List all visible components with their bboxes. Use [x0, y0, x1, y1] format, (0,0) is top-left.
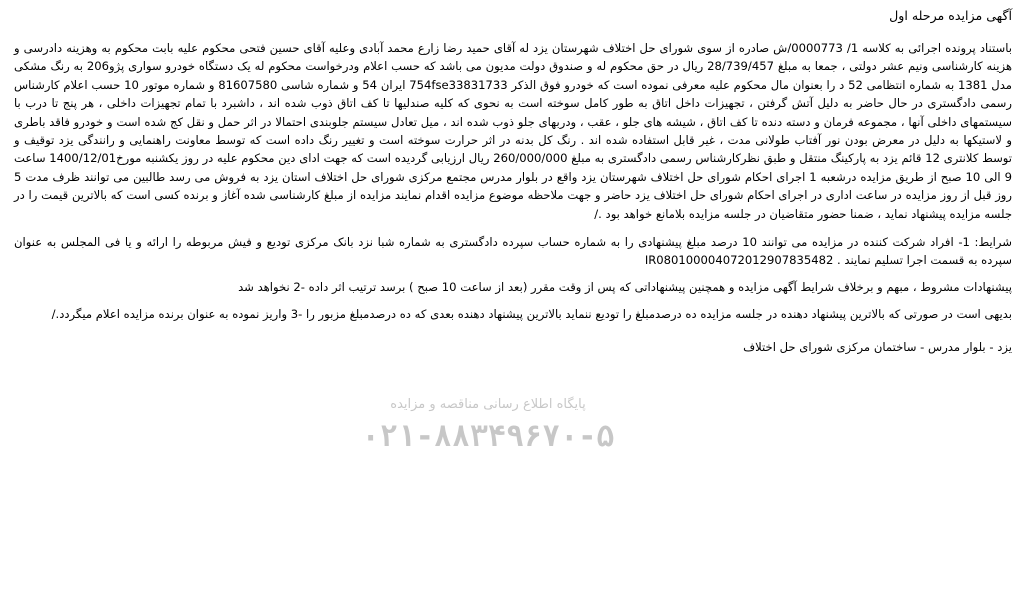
auction-notice-document	[14, 6, 1012, 356]
watermark-phone: ۰۲۱-۸۸۳۴۹۶۷۰-۵	[361, 419, 615, 454]
condition-1-iban: IR080100004072012907835482	[644, 253, 834, 268]
notice-title: آگهی مزایده مرحله اول	[889, 8, 1012, 23]
notice-footer-address: یزد - بلوار مدرس - ساختمان مرکزی شورای حل اختلاف	[743, 339, 1012, 354]
condition-2: پیشنهادات مشروط ، مبهم و برخلاف شرایط آگهی مزایده و همچنین پیشنهاداتی که پس از وقت مقرر (بعد از ساعت 10 صبح ) برسد ترتیب اثر داده -2 نخواهد شد	[238, 279, 1012, 294]
watermark-site-name: پایگاه اطلاع رسانی مناقصه و مزایده	[390, 397, 586, 412]
condition-1	[14, 233, 1012, 270]
notice-main-paragraph: باستناد پرونده اجرائی به کلاسه 1/ 0000773/ش صادره از سوی شورای حل اختلاف شهرستان یزد له آقای حمید رضا زارع محمد آبادی وعلیه آقای حسین فتحی محکوم علیه بابت محکوم به وهزینه دادرسی و هزینه کارشناسی ونیم عشر دولتی ، جمعا به مبلغ 28/739/457 ریال در حق محکوم له و صندوق دولت مدیون می باشد که حسب اعلام ودرخواست محکوم له یک دستگاه خودرو سواری پژو206 به رنگ مشکی مدل 1381 به شماره انتظامی 52 د را بعنوان مال محکوم علیه معرفی نموده است که خودرو فوق الذکر 754fse33831733 ایران 54 و شماره شاسی 81607580 و شماره موتور 10 حسب اعلام کارشناس رسمی دادگستری در حال حاضر به دلیل آتش گرفتن ، تجهیزات داخل اتاق به طور کامل سوخته است به نحوی که کلیه صندلیها تا کف اتاق ذوب شده اند ، داشبرد با تمام تجهیزات داخلی ، هر پنج تا درب با سیستمهای داخلی آنها ، مجموعه فرمان و دسته دنده تا کف اتاق ، شیشه های جلو ، عقب ، ودربهای جلو ذوب شده اند ، میل تعادل سیستم جلوبندی احتمالا در اثر حمل و نقل کج شده است و خودرو فاقد باطری و لاستیکها به دلیل در معرض بودن نور آفتاب طولانی مدت ، غیر قابل استفاده شده اند . رنگ کل بدنه در اثر حرارت سوخته است و تغییر رنگ داده است که توسط معاونت راهنمایی و رانندگی یزد توقیف و توسط کلانتری 12 قائم یزد به پارکینگ منتقل و طبق نظرکارشناس رسمی دادگستری به مبلغ 260/000/000 ریال ارزیابی گردیده است که جهت ادای دین محکوم علیه در روز یکشنبه مورخ1400/12/01 ساعت 9 الی 10 صبح از طریق مزایده درشعبه 1 اجرای احکام شورای حل اختلاف شهرستان یزد واقع در بلوار مدرس مجتمع مرکزی شورای حل اختلاف استان یزد به فروش می رسد طالبین می توانند ظرف مدت 5 روز قبل از روز مزایده در ساعت اداری در اجرای احکام شورای حل اختلاف یزد حاضر و جهت ملاحظه موضوع مزایده اقدام نمایند مزایده از مبلغ کارشناسی شده آغاز و برنده کسی است که بالاترین قیمت را در جلسه مزایده پیشنهاد نماید ، ضمنا حضور متقاضیان در جلسه مزایده بلامانع خواهد بود ./	[14, 41, 1013, 221]
condition-3: بدیهی است در صورتی که بالاترین پیشنهاد دهنده در جلسه مزایده ده درصدمبلغ را تودیع ننماید بالاترین پیشنهاد دهنده بعدی که ده درصدمبلغ مزبور را -3 واریز نموده به عنوان برنده مزایده اعلام میگردد./	[51, 307, 1012, 322]
watermark	[338, 395, 638, 467]
condition-1-text: شرایط: 1- افراد شرکت کننده در مزایده می توانند 10 درصد مبلغ پیشنهادی را به شماره حساب سپرده دادگستری به شماره شبا نزد بانک مرکزی تودیع و فیش مربوطه را ارائه و یا فی المجلس به عنوان سپرده به قسمت اجرا تسلیم نمایند .	[14, 235, 1013, 268]
